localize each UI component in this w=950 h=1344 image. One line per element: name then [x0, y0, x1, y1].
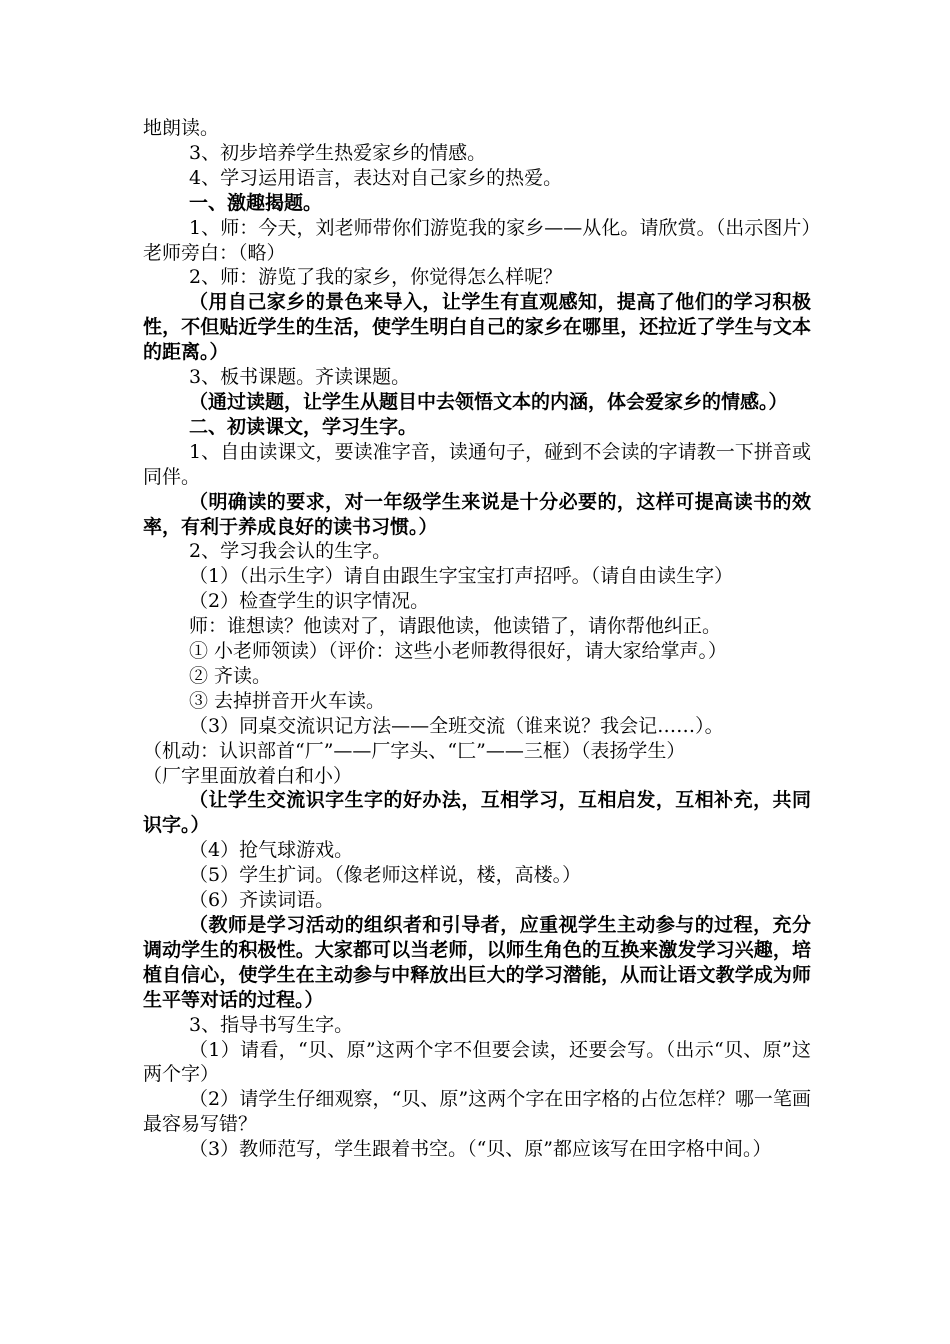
paragraph: 地朗读。 [143, 117, 220, 139]
paragraph: ③ 去掉拼音开火车读。 [189, 689, 386, 712]
section-heading: 一、激趣揭题。 [189, 191, 323, 214]
commentary-paragraph: （让学生交流识字生字的好办法，互相学习，互相启发，互相补充，共同识字。） [143, 789, 811, 837]
paragraph: 3、指导书写生字。 [189, 1013, 354, 1036]
section-heading: 二、初读课文，学习生字。 [189, 415, 418, 438]
commentary-paragraph: （用自己家乡的景色来导入，让学生有直观感知，提高了他们的学习积极性，不但贴近学生的生活，使学生明白自己的家乡在哪里，还拉近了学生与文本的距离。） [143, 291, 811, 364]
paragraph: 1、自由读课文，要读准字音，读通句子，碰到不会读的字请教一下拼音或同伴。 [143, 440, 811, 488]
document-body [143, 116, 811, 1162]
paragraph: （厂字里面放着白和小） [143, 764, 353, 787]
paragraph: 1、师：今天，刘老师带你们游览我的家乡——从化。请欣赏。（出示图片）老师旁白：（略） [143, 216, 811, 264]
paragraph: 3、板书课题。齐读课题。 [189, 366, 411, 389]
paragraph: 2、师：游览了我的家乡，你觉得怎么样呢？ [189, 266, 563, 289]
commentary-paragraph: （通过读题，让学生从题目中去领悟文本的内涵，体会爱家乡的情感。） [189, 390, 788, 413]
paragraph: （3）教师范写，学生跟着书空。（“贝、原”都应该写在田字格中间。） [189, 1138, 772, 1161]
paragraph: 3、初步培养学生热爱家乡的情感。 [189, 141, 487, 164]
commentary-paragraph: （明确读的要求，对一年级学生来说是十分必要的，这样可提高读书的效率，有利于养成良好的读书习惯。） [143, 490, 811, 538]
paragraph: ① 小老师领读）（评价：这些小老师教得很好，请大家给掌声。） [189, 640, 728, 663]
paragraph: ② 齐读。 [189, 664, 272, 687]
paragraph: （5）学生扩词。（像老师这样说，楼，高楼。） [189, 864, 582, 887]
paragraph: （1）（出示生字）请自由跟生字宝宝打声招呼。（请自由读生字） [189, 565, 734, 588]
paragraph: （2）请学生仔细观察，“贝、原”这两个字在田字格的占位怎样？哪一笔画最容易写错？ [143, 1088, 811, 1136]
paragraph: 4、学习运用语言，表达对自己家乡的热爱。 [189, 166, 563, 189]
commentary-paragraph: （教师是学习活动的组织者和引导者，应重视学生主动参与的过程，充分调动学生的积极性。大家都可以当老师，以师生角色的互换来激发学习兴趣，培植自信心，使学生在主动参与中释放出巨大的学习潜能，从而让语文教学成为师生平等对话的过程。） [143, 914, 811, 1011]
paragraph: （机动：认识部首“厂”——厂字头、“匚”——三框）（表扬学生） [143, 739, 686, 762]
paragraph: （6）齐读词语。 [189, 889, 335, 912]
paragraph: （4）抢气球游戏。 [189, 839, 354, 862]
paragraph: （2）检查学生的识字情况。 [189, 590, 430, 613]
paragraph: 2、学习我会认的生字。 [189, 540, 392, 563]
paragraph: 师：谁想读？他读对了，请跟他读，他读错了，请你帮他纠正。 [189, 615, 722, 638]
paragraph: （3）同桌交流识记方法——全班交流（谁来说？我会记……）。 [189, 714, 724, 737]
paragraph: （1）请看，“贝、原”这两个字不但要会读，还要会写。（出示“贝、原”这两个字） [143, 1038, 811, 1086]
